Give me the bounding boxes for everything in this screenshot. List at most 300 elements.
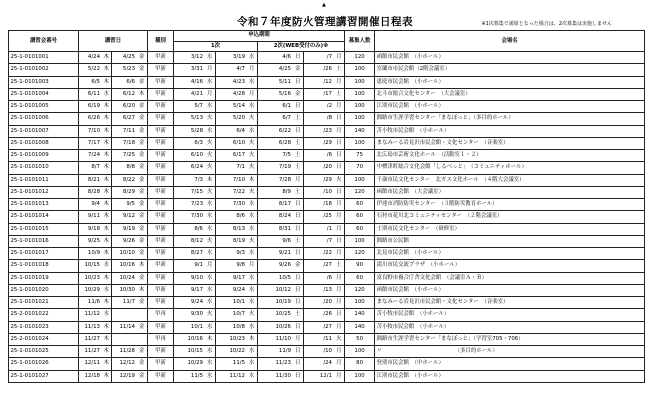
cell-second-end: /29 — [304, 137, 334, 149]
cell-first-start-weekday: 水 — [205, 370, 216, 382]
table-row — [9, 370, 645, 382]
cell-second-start: 7/28 — [258, 174, 293, 186]
cell-second-end: /20 — [304, 162, 334, 174]
cell-date-end: 9/19 — [112, 223, 137, 235]
cell-first-start-weekday: 水 — [205, 211, 216, 223]
cell-first-end-weekday: 水 — [247, 76, 258, 88]
cell-first-start-weekday: 月 — [205, 260, 216, 272]
cell-second-end-weekday: 月 — [334, 346, 345, 358]
table-row — [9, 76, 645, 88]
cell-first-start-weekday: 水 — [205, 125, 216, 137]
cell-course-number: 25-1-0101010 — [9, 162, 79, 174]
cell-capacity: 100 — [345, 101, 375, 113]
cell-second-start: 10/12 — [258, 284, 293, 296]
cell-second-end: /27 — [304, 260, 334, 272]
cell-second-start: 7/5 — [258, 150, 293, 162]
cell-first-start-weekday: 水 — [205, 272, 216, 284]
table-row — [9, 52, 645, 64]
cell-date-end-weekday — [137, 333, 148, 345]
cell-first-end-weekday: 月 — [247, 88, 258, 100]
cell-first-end-weekday: 水 — [247, 101, 258, 113]
table-row — [9, 64, 645, 76]
cell-second-end: /6 — [304, 150, 334, 162]
cell-second-start-weekday: 金 — [293, 88, 304, 100]
cell-venue: 室蘭市市民会館（2階会議室） — [375, 64, 645, 76]
cell-date-start: 7/17 — [79, 137, 102, 149]
cell-date-start: 8/21 — [79, 174, 102, 186]
cell-date-end-weekday: 金 — [137, 101, 148, 113]
cell-second-end: /17 — [304, 88, 334, 100]
cell-date-end-weekday: 金 — [137, 64, 148, 76]
cell-second-end: /27 — [304, 321, 334, 333]
cell-first-end: 4/7 — [216, 64, 247, 76]
cell-first-end: 11/12 — [216, 370, 247, 382]
cell-date-start: 9/18 — [79, 223, 102, 235]
cell-second-start-weekday: 日 — [293, 321, 304, 333]
cell-course-number: 25-1-0101020 — [9, 284, 79, 296]
cell-capacity: 80 — [345, 358, 375, 370]
cell-second-start-weekday: 日 — [293, 370, 304, 382]
schedule-table — [8, 30, 645, 383]
cell-capacity: 100 — [345, 346, 375, 358]
cell-capacity: 50 — [345, 333, 375, 345]
cell-venue: 〃 （多目的ホール） — [375, 346, 645, 358]
cell-second-start: 5/16 — [258, 88, 293, 100]
cell-date-end: 9/12 — [112, 211, 137, 223]
header-venue: 会場名 — [375, 31, 645, 52]
cell-date-start-weekday: 木 — [102, 52, 112, 64]
cell-course-number: 25-1-0101005 — [9, 101, 79, 113]
cell-capacity: 75 — [345, 150, 375, 162]
cell-venue: 北斗市総合文化センター （大会議室） — [375, 88, 645, 100]
cell-first-end-weekday: 火 — [247, 235, 258, 247]
cell-venue: 伊達市消防防災センター （３階防災教育ホール） — [375, 199, 645, 211]
header-first-round: 1次 — [174, 41, 258, 52]
cell-capacity: 60 — [345, 199, 375, 211]
cell-date-start: 6/19 — [79, 101, 102, 113]
cell-second-end-weekday: 月 — [334, 211, 345, 223]
cell-second-start: 11/30 — [258, 370, 293, 382]
cell-date-start: 8/7 — [79, 162, 102, 174]
cell-date-start-weekday: 木 — [102, 64, 112, 76]
cell-type: 甲新 — [148, 162, 174, 174]
cell-type: 甲新 — [148, 346, 174, 358]
cell-first-start-weekday: 火 — [205, 235, 216, 247]
cell-venue: 富良野市複合庁舎文化会館 （会議室Ａ・Ｂ） — [375, 272, 645, 284]
cell-first-start: 10/16 — [174, 333, 205, 345]
cell-first-start-weekday: 水 — [205, 297, 216, 309]
cell-course-number: 25-2-0101024 — [9, 333, 79, 345]
cell-date-end: 8/29 — [112, 186, 137, 198]
cell-capacity: 120 — [345, 248, 375, 260]
cell-second-end: 12/1 — [304, 370, 334, 382]
cell-second-start-weekday: 日 — [293, 76, 304, 88]
cell-date-end: 8/22 — [112, 174, 137, 186]
cell-first-start: 9/10 — [174, 272, 205, 284]
cell-course-number: 25-1-0101025 — [9, 346, 79, 358]
cell-second-end-weekday: 月 — [334, 297, 345, 309]
cell-second-end: /1 — [304, 223, 334, 235]
cell-capacity: 120 — [345, 52, 375, 64]
cell-first-start: 3/12 — [174, 52, 205, 64]
cell-first-end: 9/8 — [216, 260, 247, 272]
cell-second-start: 11/10 — [258, 333, 293, 345]
cell-first-start-weekday: 火 — [205, 113, 216, 125]
cell-second-start-weekday: 土 — [293, 162, 304, 174]
cell-second-start-weekday: 土 — [293, 309, 304, 321]
cell-first-end: 7/1 — [216, 162, 247, 174]
cell-capacity: 120 — [345, 284, 375, 296]
cell-first-end: 6/4 — [216, 125, 247, 137]
header-course-date: 講習日 — [79, 31, 148, 52]
cell-first-end: 6/17 — [216, 150, 247, 162]
cell-first-start-weekday: 水 — [205, 248, 216, 260]
table-row — [9, 125, 645, 137]
cell-date-start-weekday: 木 — [102, 76, 112, 88]
cell-date-end: 11/7 — [112, 297, 137, 309]
cell-second-start: 6/7 — [258, 113, 293, 125]
cell-type: 甲新 — [148, 88, 174, 100]
cell-date-end-weekday: 金 — [137, 223, 148, 235]
cell-second-end-weekday: 月 — [334, 101, 345, 113]
cell-first-start: 10/1 — [174, 321, 205, 333]
cell-type: 甲新 — [148, 64, 174, 76]
cell-date-start: 5/22 — [79, 64, 102, 76]
cell-date-start-weekday: 木 — [102, 113, 112, 125]
cell-date-end: 4/25 — [112, 52, 137, 64]
cell-first-start: 5/28 — [174, 125, 205, 137]
cell-venue: 北見市民会館 （小ホール） — [375, 248, 645, 260]
cell-capacity: 60 — [345, 223, 375, 235]
cell-date-end-weekday: 金 — [137, 52, 148, 64]
cell-venue: 函館市民会館 （大会議室） — [375, 186, 645, 198]
cell-second-start-weekday: 土 — [293, 113, 304, 125]
cell-date-end: 9/26 — [112, 235, 137, 247]
cell-capacity: 60 — [345, 272, 375, 284]
cell-first-start: 11/5 — [174, 370, 205, 382]
cell-first-start-weekday: 水 — [205, 223, 216, 235]
cell-first-start: 9/17 — [174, 284, 205, 296]
cell-second-end: /6 — [304, 272, 334, 284]
cell-first-start-weekday: 水 — [205, 101, 216, 113]
table-row — [9, 297, 645, 309]
cell-second-start: 8/17 — [258, 199, 293, 211]
cell-first-start-weekday: 木 — [205, 333, 216, 345]
cell-venue: まなみーる岩見沢市民会館・文化センター （音楽室） — [375, 137, 645, 149]
cell-date-end: 12/12 — [112, 358, 137, 370]
cell-second-end-weekday: 日 — [334, 309, 345, 321]
cell-type: 甲新 — [148, 370, 174, 382]
cell-type: 甲新 — [148, 137, 174, 149]
cell-first-start: 9/30 — [174, 309, 205, 321]
cell-second-end: /8 — [304, 113, 334, 125]
cell-first-start: 4/16 — [174, 76, 205, 88]
cell-second-start-weekday: 金 — [293, 260, 304, 272]
cell-course-number: 25-1-0101012 — [9, 186, 79, 198]
cell-type: 甲新 — [148, 358, 174, 370]
cell-first-end: 8/13 — [216, 223, 247, 235]
cell-capacity: 140 — [345, 309, 375, 321]
cell-date-start-weekday: 木 — [102, 199, 112, 211]
cell-venue: 釧路市公民館 — [375, 235, 645, 247]
cell-first-end-weekday: 木 — [247, 333, 258, 345]
cell-second-end-weekday: 月 — [334, 125, 345, 137]
cell-second-start: 4/6 — [258, 52, 293, 64]
cell-capacity: 100 — [345, 113, 375, 125]
cell-first-end-weekday: 火 — [247, 309, 258, 321]
cell-first-start-weekday: 月 — [205, 88, 216, 100]
cell-first-start-weekday: 木 — [205, 174, 216, 186]
cell-date-start: 6/11 — [79, 88, 102, 100]
cell-first-end: 6/10 — [216, 137, 247, 149]
cell-date-end-weekday: 金 — [137, 235, 148, 247]
cell-first-end-weekday: 火 — [247, 162, 258, 174]
cell-second-start: 10/26 — [258, 321, 293, 333]
cell-date-start-weekday: 木 — [102, 333, 112, 345]
cell-second-end-weekday: 土 — [334, 260, 345, 272]
cell-date-start: 10/15 — [79, 260, 102, 272]
cell-venue: 江別市民会館 （小ホール） — [375, 370, 645, 382]
cell-first-end-weekday: 火 — [247, 150, 258, 162]
cell-first-start: 6/3 — [174, 137, 205, 149]
cell-date-end: 9/5 — [112, 199, 137, 211]
cell-second-end: /18 — [304, 199, 334, 211]
cell-date-end-weekday: 金 — [137, 297, 148, 309]
cell-date-start: 12/18 — [79, 370, 102, 382]
cell-second-end-weekday: 月 — [334, 272, 345, 284]
cell-second-start: 5/11 — [258, 76, 293, 88]
cell-type: 甲新 — [148, 150, 174, 162]
cell-date-start-weekday: 水 — [102, 309, 112, 321]
cell-second-end: /22 — [304, 248, 334, 260]
cell-second-start: 10/5 — [258, 272, 293, 284]
cell-second-start-weekday: 日 — [293, 358, 304, 370]
cell-capacity: 100 — [345, 297, 375, 309]
cell-course-number: 25-1-0101018 — [9, 260, 79, 272]
cell-venue: 石狩市花川北コミュニティセンター （２階会議室） — [375, 211, 645, 223]
cell-course-number: 25-1-0101023 — [9, 321, 79, 333]
table-row — [9, 321, 645, 333]
cell-first-end-weekday: 水 — [247, 248, 258, 260]
cell-date-end: 7/11 — [112, 125, 137, 137]
cell-second-end-weekday: 土 — [334, 64, 345, 76]
cell-date-end: 6/27 — [112, 113, 137, 125]
cell-venue: 苫小牧市民会館 （小ホール） — [375, 309, 645, 321]
cell-first-end-weekday: 水 — [247, 199, 258, 211]
cell-second-end-weekday: 月 — [334, 284, 345, 296]
table-row — [9, 174, 645, 186]
cell-course-number: 25-1-0101015 — [9, 223, 79, 235]
cell-date-start: 10/23 — [79, 272, 102, 284]
cell-capacity: 100 — [345, 174, 375, 186]
cell-second-end: /2 — [304, 101, 334, 113]
cell-type: 甲新 — [148, 272, 174, 284]
cell-capacity: 100 — [345, 64, 375, 76]
cell-first-end-weekday: 水 — [247, 297, 258, 309]
cell-first-start: 8/12 — [174, 235, 205, 247]
cell-type: 甲再 — [148, 309, 174, 321]
cell-first-start-weekday: 火 — [205, 150, 216, 162]
cell-date-start-weekday: 木 — [102, 174, 112, 186]
cell-capacity: 140 — [345, 125, 375, 137]
cell-first-end: 10/7 — [216, 309, 247, 321]
cell-first-start: 6/24 — [174, 162, 205, 174]
cell-second-start-weekday: 日 — [293, 346, 304, 358]
cell-second-start: 8/9 — [258, 186, 293, 198]
cell-second-end-weekday: 月 — [334, 248, 345, 260]
cell-first-start-weekday: 火 — [205, 309, 216, 321]
cell-first-end-weekday: 水 — [247, 52, 258, 64]
table-row — [9, 260, 645, 272]
cell-first-start: 10/29 — [174, 358, 205, 370]
cell-second-start-weekday: 日 — [293, 52, 304, 64]
cell-date-end-weekday: 木 — [137, 284, 148, 296]
cell-venue: 滝川市民交流プラザ （小ホール） — [375, 260, 645, 272]
cell-date-end-weekday: 金 — [137, 76, 148, 88]
cell-first-start: 8/27 — [174, 248, 205, 260]
cell-venue: 釧路市生涯学習センター「まなぼっと」（学習室705・706） — [375, 333, 645, 345]
cell-second-start: 11/23 — [258, 358, 293, 370]
cell-venue: 釧路市生涯学習センター「まなぼっと」（多目的ホール） — [375, 113, 645, 125]
cell-course-number: 25-1-0101026 — [9, 358, 79, 370]
cell-capacity: 60 — [345, 211, 375, 223]
cell-date-end: 10/30 — [112, 284, 137, 296]
cell-type: 甲新 — [148, 260, 174, 272]
cell-date-start-weekday: 木 — [102, 150, 112, 162]
cell-second-end-weekday: 月 — [334, 370, 345, 382]
footnote: ※1次募集で満席となった場合は、2次募集は実施しません — [481, 21, 612, 27]
cell-first-start: 9/24 — [174, 297, 205, 309]
cell-date-end: 5/23 — [112, 64, 137, 76]
cell-date-end: 11/28 — [112, 346, 137, 358]
cell-date-end-weekday: 金 — [137, 321, 148, 333]
table-row — [9, 113, 645, 125]
cell-date-end: 10/24 — [112, 272, 137, 284]
cell-first-end-weekday: 水 — [247, 223, 258, 235]
cell-first-start: 8/6 — [174, 223, 205, 235]
cell-first-end: 10/8 — [216, 321, 247, 333]
header-application-period: 申込期間 — [174, 31, 345, 42]
cell-first-start: 10/15 — [174, 346, 205, 358]
table-row — [9, 309, 645, 321]
cell-type: 甲新 — [148, 211, 174, 223]
cell-first-end-weekday: 月 — [247, 260, 258, 272]
table-row — [9, 284, 645, 296]
cell-date-end: 10/16 — [112, 260, 137, 272]
cell-course-number: 25-1-0101009 — [9, 150, 79, 162]
cell-date-start: 10/9 — [79, 248, 102, 260]
table-row — [9, 137, 645, 149]
cell-course-number: 25-1-0101002 — [9, 64, 79, 76]
cell-venue: 江別市民会館 （小ホール） — [375, 101, 645, 113]
cell-first-end-weekday: 水 — [247, 358, 258, 370]
cell-first-end: 10/22 — [216, 346, 247, 358]
cell-venue: 北広島市芸術文化ホール （活動室１・２） — [375, 150, 645, 162]
cell-first-end-weekday: 火 — [247, 137, 258, 149]
cell-venue: 恵庭市民会館 （小ホール） — [375, 76, 645, 88]
cell-first-start-weekday: 水 — [205, 321, 216, 333]
scroll-up-caret-icon: ▲ — [322, 2, 326, 8]
cell-date-start-weekday: 木 — [102, 137, 112, 149]
cell-date-start: 10/29 — [79, 284, 102, 296]
cell-date-start-weekday: 水 — [102, 260, 112, 272]
cell-date-end: 11/14 — [112, 321, 137, 333]
cell-course-number: 25-1-0101011 — [9, 174, 79, 186]
cell-date-start-weekday: 木 — [102, 321, 112, 333]
cell-date-end: 6/20 — [112, 101, 137, 113]
cell-course-number: 25-1-0101017 — [9, 248, 79, 260]
table-row — [9, 248, 645, 260]
table-row — [9, 223, 645, 235]
cell-course-number: 25-1-0101003 — [9, 76, 79, 88]
cell-type: 甲新 — [148, 113, 174, 125]
cell-type: 甲新 — [148, 248, 174, 260]
cell-first-end: 10/23 — [216, 333, 247, 345]
cell-second-start: 8/24 — [258, 211, 293, 223]
cell-second-end: /29 — [304, 174, 334, 186]
cell-date-start-weekday: 水 — [102, 284, 112, 296]
cell-date-end-weekday: 金 — [137, 150, 148, 162]
cell-second-start-weekday: 土 — [293, 235, 304, 247]
table-row — [9, 346, 645, 358]
cell-course-number: 25-1-0101004 — [9, 88, 79, 100]
cell-first-start: 3/31 — [174, 64, 205, 76]
table-row — [9, 211, 645, 223]
table-row — [9, 150, 645, 162]
cell-course-number: 25-1-0101027 — [9, 370, 79, 382]
schedule-body — [9, 52, 645, 383]
cell-second-end-weekday: 日 — [334, 162, 345, 174]
cell-first-end: 9/3 — [216, 248, 247, 260]
cell-second-start: 7/19 — [258, 162, 293, 174]
table-row — [9, 272, 645, 284]
cell-first-start: 7/30 — [174, 211, 205, 223]
cell-first-start-weekday: 水 — [205, 346, 216, 358]
cell-course-number: 25-1-0101021 — [9, 297, 79, 309]
cell-second-start-weekday: 日 — [293, 211, 304, 223]
cell-date-start: 9/4 — [79, 199, 102, 211]
cell-first-start: 7/3 — [174, 174, 205, 186]
cell-first-start: 5/7 — [174, 101, 205, 113]
cell-date-end: 7/25 — [112, 150, 137, 162]
cell-second-start: 6/28 — [258, 137, 293, 149]
cell-first-end: 4/28 — [216, 88, 247, 100]
cell-date-end: 12/19 — [112, 370, 137, 382]
cell-date-end-weekday: 金 — [137, 162, 148, 174]
cell-date-start: 7/10 — [79, 125, 102, 137]
cell-first-start: 5/13 — [174, 113, 205, 125]
table-row — [9, 235, 645, 247]
cell-date-end-weekday: 金 — [137, 358, 148, 370]
cell-first-end-weekday: 水 — [247, 284, 258, 296]
cell-second-end-weekday: 火 — [334, 174, 345, 186]
cell-date-start-weekday: 木 — [102, 101, 112, 113]
cell-course-number: 25-2-0101022 — [9, 309, 79, 321]
cell-first-end: 7/22 — [216, 186, 247, 198]
cell-course-number: 25-1-0101008 — [9, 137, 79, 149]
cell-date-start: 12/11 — [79, 358, 102, 370]
cell-second-start-weekday: 日 — [293, 272, 304, 284]
cell-first-end-weekday: 水 — [247, 272, 258, 284]
cell-venue: 千歳市民文化センター 北ガス文化ホール （４階大会議室） — [375, 174, 645, 186]
cell-course-number: 25-1-0101013 — [9, 199, 79, 211]
page-title: 令和７年度防火管理講習開催日程表 — [237, 16, 413, 28]
cell-second-start-weekday: 日 — [293, 284, 304, 296]
cell-first-start: 6/10 — [174, 150, 205, 162]
cell-type: 甲新 — [148, 76, 174, 88]
cell-first-end-weekday: 水 — [247, 321, 258, 333]
cell-first-start-weekday: 火 — [205, 137, 216, 149]
